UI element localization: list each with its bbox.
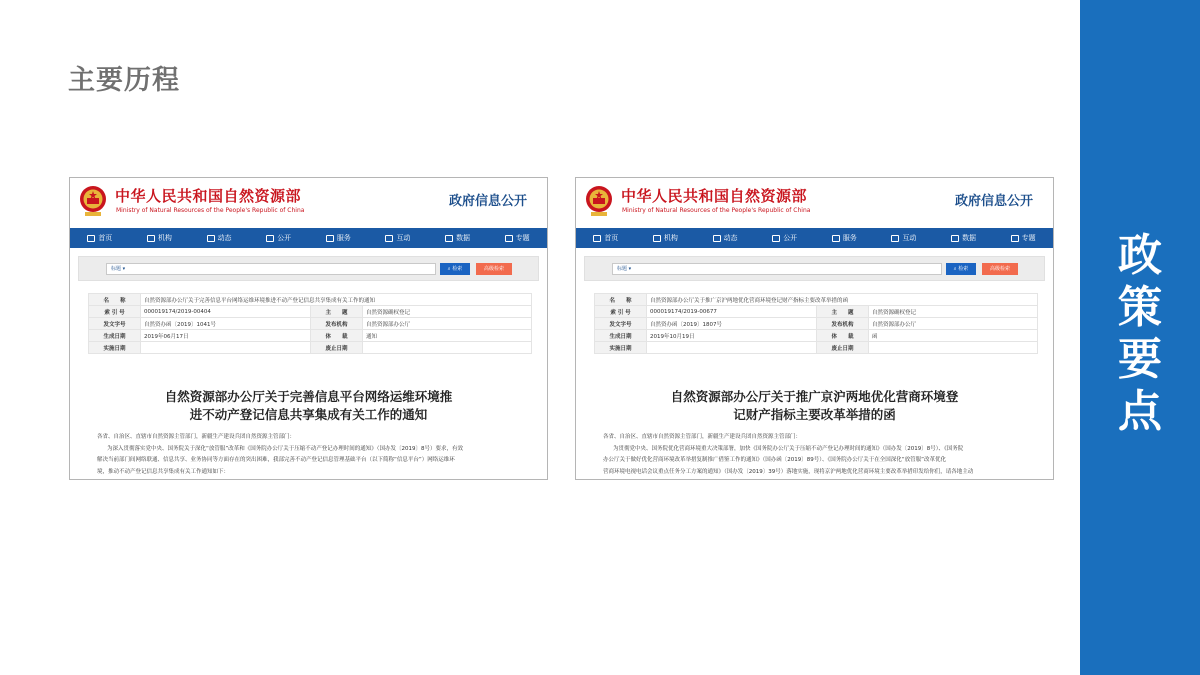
topics-icon [1011,235,1019,242]
info-key: 废止日期 [817,342,869,354]
info-value [363,342,532,354]
slide-title: 主要历程 [68,65,180,96]
table-row [89,330,532,342]
info-value: 自然资办函〔2019〕1807号 [647,318,817,330]
body-line: 办公厅关于做好优化营商环境改革举措复制推广借鉴工作的通知》（国办函〔2019〕89号）、《国务院办公厅关于在全国深化“放管服”改革优化 [603,457,946,463]
body-line: 各省、自治区、直辖市自然资源主管部门，新疆生产建设兵团自然资源主管部门： [97,434,296,440]
search-panel [584,256,1045,281]
nav-label: 服务 [842,234,857,242]
info-key: 发布机构 [817,318,869,330]
nav-label: 动态 [217,234,232,242]
search-icon: ⌕ [447,266,453,272]
table-row [595,342,1038,354]
body-line: 各省、自治区、直辖市自然资源主管部门，新疆生产建设兵团自然资源主管部门： [603,434,802,440]
chat-icon [385,235,393,242]
ministry-name-en: Ministry of Natural Resources of the People's Republic of China [622,207,811,214]
nav-item-home[interactable] [593,233,618,243]
info-value [869,342,1038,354]
ministry-name-en: Ministry of Natural Resources of the People's Republic of China [116,207,305,214]
info-key: 主 题 [311,306,363,318]
nav-item-agency[interactable] [147,233,172,243]
nav-item-service[interactable] [832,233,857,243]
home-icon [87,235,95,242]
info-value: 自然资源部办公厅 [363,318,532,330]
title-line: 自然资源部办公厅关于完善信息平台网络运维环境推 [164,389,453,404]
gov-info-open-link[interactable]: 政府信息公开 [448,194,527,209]
info-key: 体 裁 [817,330,869,342]
advanced-search-button[interactable]: 高级检索 [476,263,512,275]
search-input[interactable]: 标题 ▾ [612,263,942,275]
info-key: 发文字号 [89,318,141,330]
search-button[interactable] [946,263,976,275]
search-button-label: 检索 [452,266,463,272]
search-icon: ⌕ [953,266,959,272]
table-row [89,294,532,306]
nav-item-interact[interactable] [385,233,410,243]
monitor-icon [772,235,780,242]
info-value: 自然资源部办公厅 [869,318,1038,330]
main-nav [576,228,1053,248]
info-key: 废止日期 [311,342,363,354]
info-value: 函 [869,330,1038,342]
edit-icon [326,235,334,242]
info-value: 自然资源确权登记 [363,306,532,318]
side-banner [1080,0,1200,675]
info-value: 通知 [363,330,532,342]
doc-info-table [88,293,532,354]
document-screenshot-1 [69,177,548,480]
body-line: 营商环境电视电话会议重点任务分工方案的通知》（国办发〔2019〕39号）落地实施，现将京沪两地优化营商环境主要改革举措印发给你们，请各地主动 [603,468,974,475]
nav-label: 互动 [396,234,411,242]
chat-icon [891,235,899,242]
nav-item-news[interactable] [713,233,738,243]
nav-label: 公开 [783,234,798,242]
doc-info-table [594,293,1038,354]
nav-item-public[interactable] [772,233,797,243]
nav-item-home[interactable] [87,233,112,243]
search-input[interactable]: 标题 ▾ [106,263,436,275]
info-key: 生成日期 [89,330,141,342]
advanced-search-button[interactable]: 高级检索 [982,263,1018,275]
nav-item-data[interactable] [951,233,976,243]
book-icon [207,235,215,242]
table-row [595,306,1038,318]
nav-item-public[interactable] [266,233,291,243]
info-value: 2019年10月19日 [647,330,817,342]
gov-info-open-link[interactable]: 政府信息公开 [954,194,1033,209]
nav-label: 机构 [663,234,678,242]
info-value: 自然资办函〔2019〕1041号 [141,318,311,330]
body-line: 境，推动不动产登记信息共享集成有关工作通知如下： [97,468,230,475]
info-key: 名 称 [89,294,141,306]
topics-icon [505,235,513,242]
nav-item-topics[interactable] [505,233,530,243]
site-header [70,178,547,228]
title-line: 进不动产登记信息共享集成有关工作的通知 [189,407,428,422]
body-line: 解决当前部门间网络联通、信息共享、业务协同等方面存在的突出困难，我部完善不动产登记信息管理基础平台（以下简称“信息平台”）网络运维环 [97,457,455,463]
info-key: 名 称 [595,294,647,306]
nav-label: 机构 [157,234,172,242]
table-row [89,306,532,318]
body-line: 为深入贯彻落实党中央、国务院关于深化“放管服”改革和《国务院办公厅关于压缩不动产登记办理时间的通知》（国办发〔2019〕8号）要求，有效 [107,445,463,452]
national-emblem-icon [585,184,613,218]
title-line: 自然资源部办公厅关于推广京沪两地优化营商环境登 [670,389,959,404]
search-panel [78,256,539,281]
info-key: 生成日期 [595,330,647,342]
info-key: 主 题 [817,306,869,318]
table-row [595,318,1038,330]
info-value: 000019174/2019-00677 [647,306,817,318]
info-key: 索 引 号 [595,306,647,318]
home-icon [593,235,601,242]
bar-chart-icon [445,235,453,242]
nav-item-interact[interactable] [891,233,916,243]
info-key: 实施日期 [89,342,141,354]
search-button-label: 检索 [958,266,969,272]
nav-item-topics[interactable] [1011,233,1036,243]
document-body [97,432,527,478]
document-body [603,432,1033,478]
info-value: 000019174/2019-00404 [141,306,311,318]
nav-label: 数据 [456,234,471,242]
info-value: 自然资源部办公厅关于完善信息平台网络运维环境推进不动产登记信息共享集成有关工作的通知 [141,294,532,306]
main-nav [70,228,547,248]
document-screenshot-2 [575,177,1054,480]
nav-label: 动态 [723,234,738,242]
monitor-icon [266,235,274,242]
nav-label: 公开 [277,234,292,242]
nav-item-data[interactable] [445,233,470,243]
info-value [647,342,817,354]
bar-chart-icon [951,235,959,242]
nav-label: 服务 [336,234,351,242]
nav-label: 互动 [902,234,917,242]
info-key: 体 裁 [311,330,363,342]
national-emblem-icon [79,184,107,218]
ministry-name: 中华人民共和国自然资源部 [621,187,808,205]
table-row [595,330,1038,342]
site-header [576,178,1053,228]
side-banner-char: 点 [1118,386,1162,437]
title-line: 记财产指标主要改革举措的函 [733,407,896,422]
body-line: 为贯彻党中央、国务院优化营商环境重大决策部署，加快《国务院办公厅关于压缩不动产登记办理时间的通知》（国办发〔2019〕8号）、《国务院 [613,445,964,452]
nav-item-service[interactable] [326,233,351,243]
info-value: 2019年06月17日 [141,330,311,342]
building-icon [653,235,661,242]
table-row [595,294,1038,306]
side-banner-char: 策 [1118,282,1162,333]
nav-label: 数据 [962,234,977,242]
document-title [576,388,1053,424]
info-value: 自然资源部办公厅关于推广京沪两地优化营商环境登记财产指标主要改革举措的函 [647,294,1038,306]
nav-label: 首页 [98,234,113,242]
info-value: 自然资源确权登记 [869,306,1038,318]
table-row [89,318,532,330]
side-banner-char: 要 [1118,334,1162,385]
info-value [141,342,311,354]
document-title [70,388,547,424]
ministry-name: 中华人民共和国自然资源部 [115,187,302,205]
nav-label: 专题 [1021,234,1036,242]
nav-label: 首页 [604,234,619,242]
search-button[interactable] [440,263,470,275]
info-key: 发文字号 [595,318,647,330]
nav-label: 专题 [515,234,530,242]
nav-item-agency[interactable] [653,233,678,243]
info-key: 实施日期 [595,342,647,354]
info-key: 索 引 号 [89,306,141,318]
table-row [89,342,532,354]
nav-item-news[interactable] [207,233,232,243]
book-icon [713,235,721,242]
side-banner-char: 政 [1118,230,1162,281]
building-icon [147,235,155,242]
info-key: 发布机构 [311,318,363,330]
edit-icon [832,235,840,242]
